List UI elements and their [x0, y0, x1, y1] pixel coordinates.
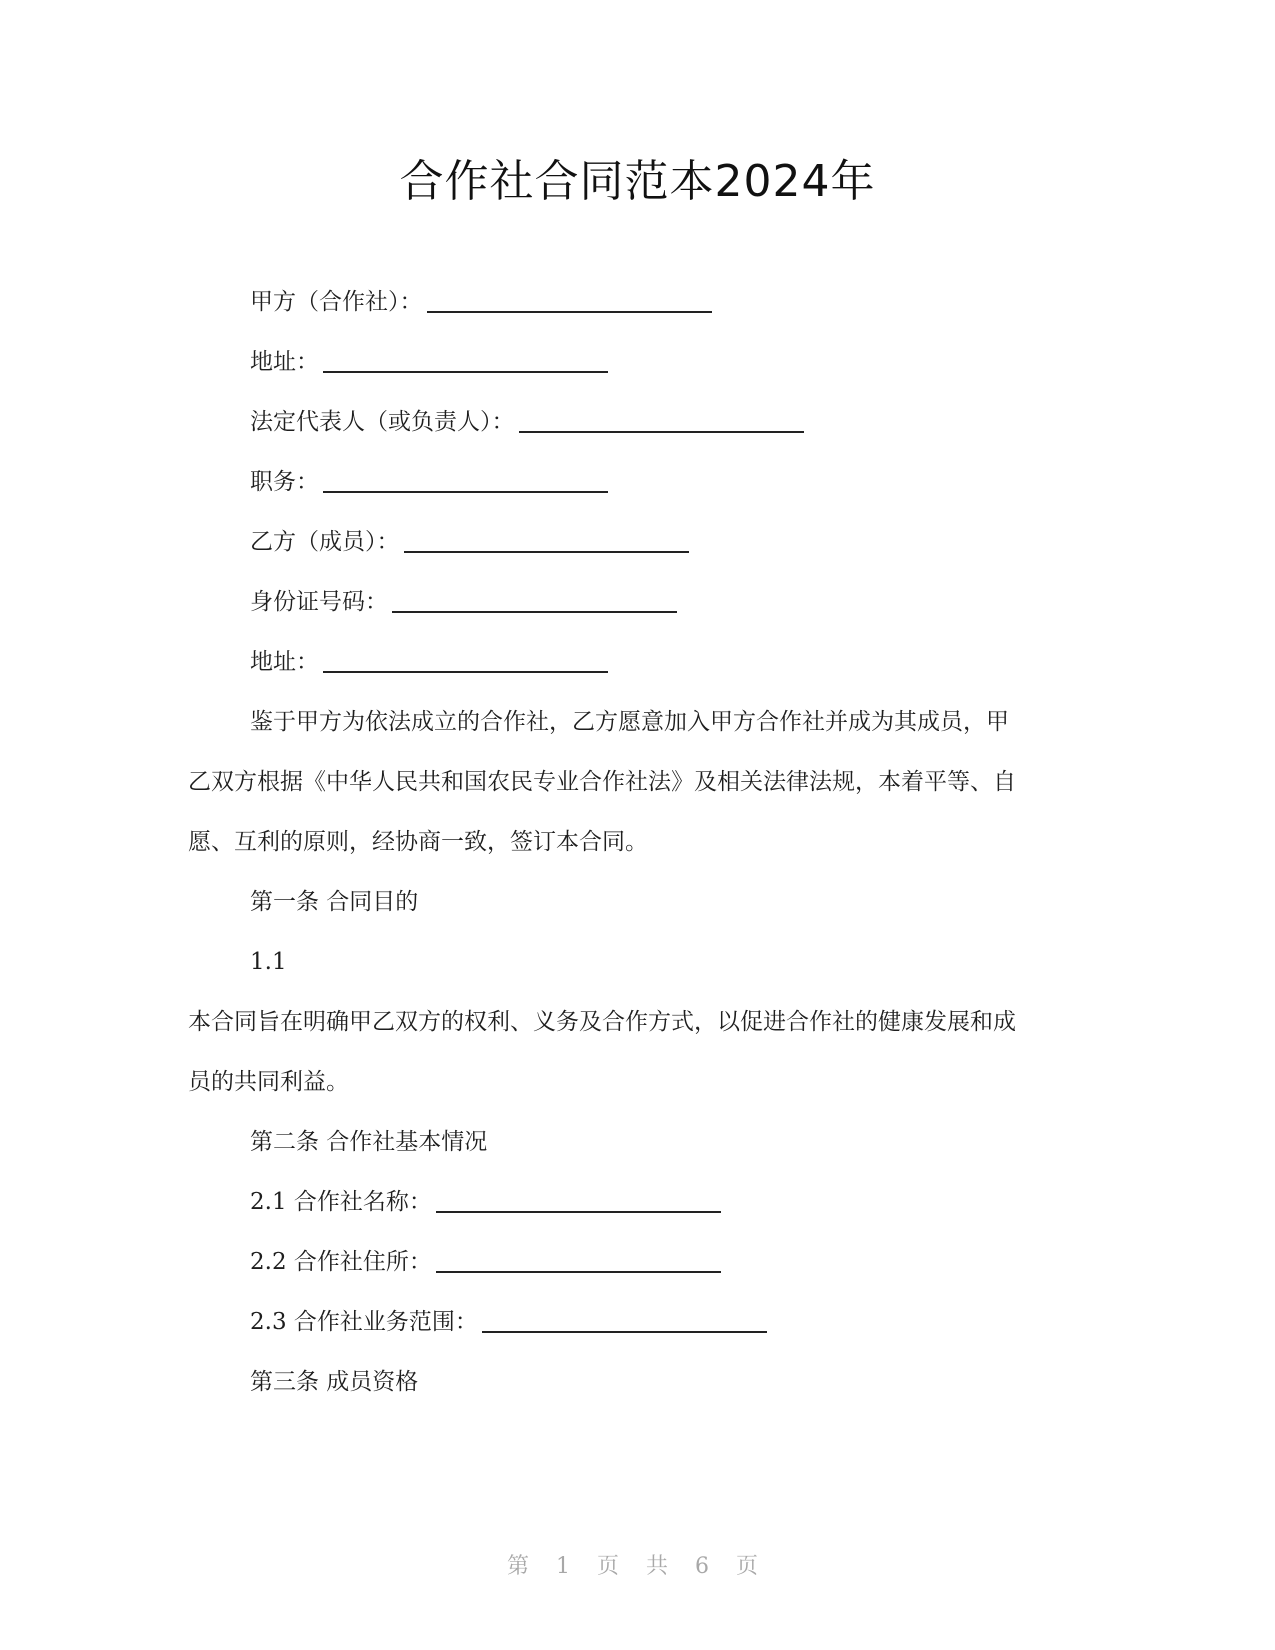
coop-scope-blank	[482, 1331, 767, 1333]
coop-residence-field	[250, 1246, 721, 1278]
coop-scope-field	[250, 1306, 767, 1338]
id-number-field	[250, 586, 677, 618]
clause-1-1-line-2: 员的共同利益。	[188, 1069, 349, 1095]
party-b-label: 乙方（成员）：	[250, 529, 400, 555]
coop-scope-label: 2.3 合作社业务范围：	[250, 1309, 478, 1335]
coop-name-label: 2.1 合作社名称：	[250, 1189, 432, 1215]
page-number-footer: 第 1 页 共 6 页	[507, 1554, 768, 1579]
party-b-field	[250, 526, 689, 558]
coop-name-blank	[436, 1211, 721, 1213]
address-a-field	[250, 346, 608, 378]
clause-1-1-line-1: 本合同旨在明确甲乙双方的权利、义务及合作方式，以促进合作社的健康发展和成	[188, 1009, 1016, 1035]
address-b-blank	[323, 671, 608, 673]
legal-rep-blank	[519, 431, 804, 433]
address-a-label: 地址：	[250, 349, 319, 375]
party-b-blank	[404, 551, 689, 553]
legal-rep-label: 法定代表人（或负责人）：	[250, 409, 515, 435]
coop-residence-label: 2.2 合作社住所：	[250, 1249, 432, 1275]
party-a-label: 甲方（合作社）：	[250, 289, 423, 315]
id-number-label: 身份证号码：	[250, 589, 388, 615]
preamble-line-3: 愿、互利的原则，经协商一致，签订本合同。	[188, 829, 648, 855]
article-1-heading: 第一条 合同目的	[250, 889, 419, 915]
position-field	[250, 466, 608, 498]
party-a-blank	[427, 311, 712, 313]
preamble-line-1: 鉴于甲方为依法成立的合作社，乙方愿意加入甲方合作社并成为其成员，甲	[250, 709, 1009, 735]
clause-1-1-number: 1.1	[250, 949, 287, 975]
position-label: 职务：	[250, 469, 319, 495]
position-blank	[323, 491, 608, 493]
address-a-blank	[323, 371, 608, 373]
document-title: 合作社合同范本2024年	[399, 156, 876, 207]
article-3-heading: 第三条 成员资格	[250, 1369, 419, 1395]
preamble-line-2: 乙双方根据《中华人民共和国农民专业合作社法》及相关法律法规，本着平等、自	[188, 769, 1016, 795]
legal-rep-field	[250, 406, 804, 438]
coop-residence-blank	[436, 1271, 721, 1273]
party-a-field	[250, 286, 712, 318]
id-number-blank	[392, 611, 677, 613]
article-2-heading: 第二条 合作社基本情况	[250, 1129, 488, 1155]
coop-name-field	[250, 1186, 721, 1218]
address-b-field	[250, 646, 608, 678]
address-b-label: 地址：	[250, 649, 319, 675]
